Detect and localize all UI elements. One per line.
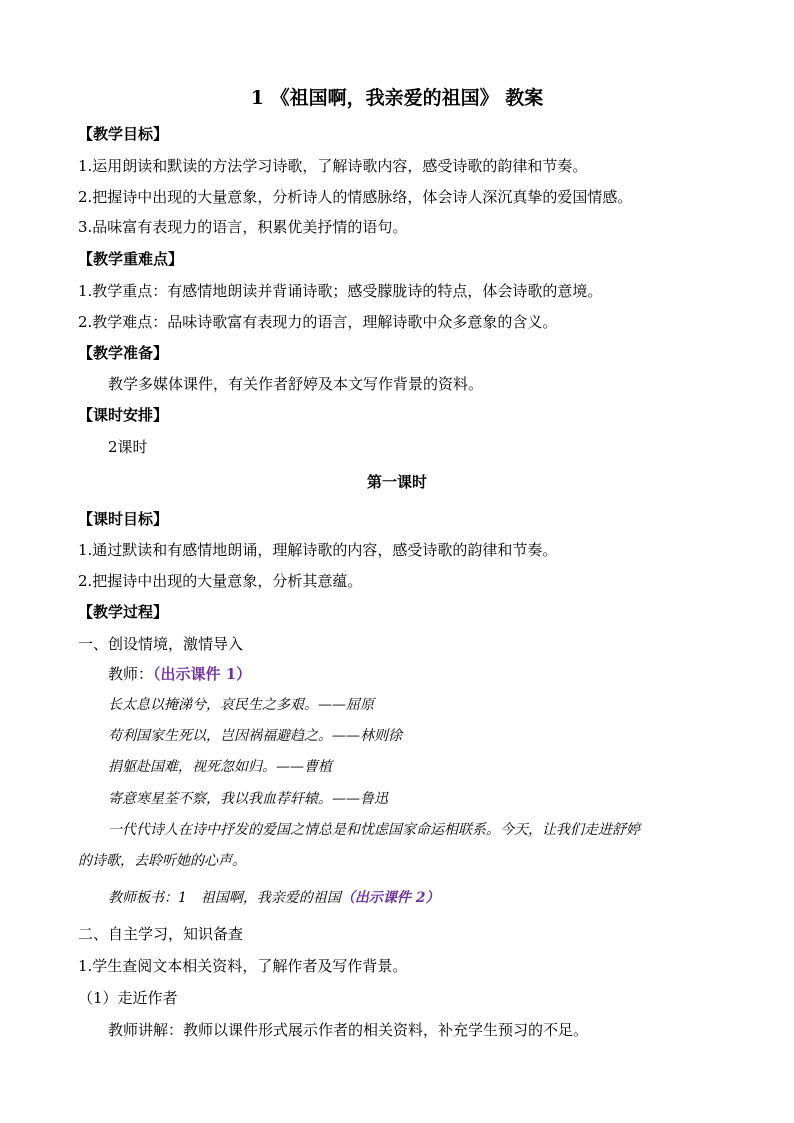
- goal-item: 2.把握诗中出现的大量意象，分析诗人的情感脉络，体会诗人深沉真挚的爱国情感。: [78, 188, 633, 206]
- lesson-goal-item: 1.通过默读和有感情地朗诵，理解诗歌的内容，感受诗歌的韵律和节奏。: [78, 541, 558, 559]
- quote-line: 寄意寒星荃不察，我以我血荐轩辕。——鲁迅: [108, 791, 388, 807]
- lesson-goal-item: 2.把握诗中出现的大量意象，分析其意蕴。: [78, 572, 363, 590]
- teacher-label: 教师：: [108, 665, 154, 683]
- prep-heading: 【教学准备】: [78, 344, 169, 362]
- step1-heading: 一、创设情境，激情导入: [78, 635, 244, 653]
- prep-text: 教学多媒体课件，有关作者舒婷及本文写作背景的资料。: [108, 375, 484, 393]
- goal-item: 1.运用朗读和默读的方法学习诗歌，了解诗歌内容，感受诗歌的韵律和节奏。: [78, 157, 588, 175]
- key-heading: 【教学重难点】: [78, 250, 184, 268]
- teacher-line: [108, 664, 251, 684]
- goal-item: 3.品味富有表现力的语言，积累优美抒情的语句。: [78, 218, 408, 236]
- courseware-tag: （出示课件 1）: [153, 665, 252, 683]
- schedule-text: 2课时: [108, 438, 148, 456]
- courseware-tag: （出示课件 2）: [340, 890, 440, 906]
- lesson-title: 第一课时: [366, 473, 427, 491]
- intro-paragraph-line: 一代代诗人在诗中抒发的爱国之情总是和忧虑国家命运相联系。今天，让我们走进舒婷: [108, 822, 640, 838]
- quote-line: 长太息以掩涕兮，哀民生之多艰。——屈原: [108, 697, 374, 713]
- key-item: 2.教学难点：品味诗歌富有表现力的语言，理解诗歌中众多意象的含义。: [78, 313, 558, 331]
- schedule-heading: 【课时安排】: [78, 406, 169, 424]
- key-item: 1.教学重点：有感情地朗读并背诵诗歌；感受朦胧诗的特点，体会诗歌的意境。: [78, 282, 603, 300]
- page-title: 1 《祖国啊，我亲爱的祖国》 教案: [250, 87, 544, 109]
- step2-subheading: （1）走近作者: [78, 989, 178, 1007]
- step2-item: 1.学生查阅文本相关资料，了解作者及写作背景。: [78, 957, 408, 975]
- goals-heading: 【教学目标】: [78, 125, 169, 143]
- lesson-goals-heading: 【课时目标】: [78, 510, 169, 528]
- step2-heading: 二、自主学习，知识备查: [78, 925, 244, 943]
- intro-paragraph-line: 的诗歌，去聆听她的心声。: [78, 853, 246, 869]
- quote-line: 苟利国家生死以，岂因祸福避趋之。——林则徐: [108, 728, 402, 744]
- process-heading: 【教学过程】: [78, 603, 169, 621]
- board-label: 教师板书：1 祖国啊，我亲爱的祖国: [108, 890, 341, 906]
- step2-sub-text: 教师讲解：教师以课件形式展示作者的相关资料，补充学生预习的不足。: [108, 1021, 589, 1039]
- board-line: [108, 888, 440, 908]
- quote-line: 捐躯赴国难，视死忽如归。——曹植: [108, 759, 332, 775]
